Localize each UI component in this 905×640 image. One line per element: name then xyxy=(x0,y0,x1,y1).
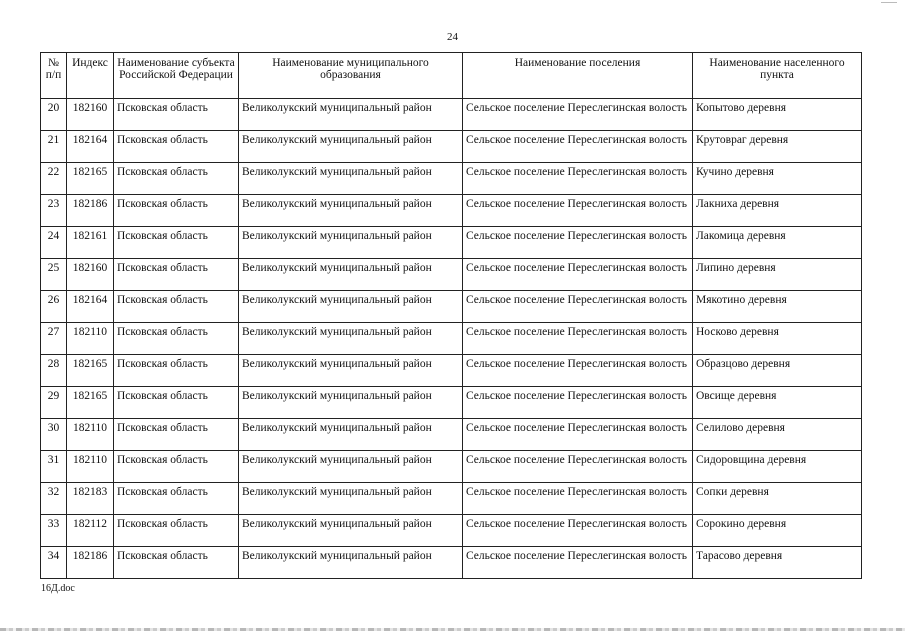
table-row xyxy=(41,355,862,387)
row-number: 28 xyxy=(41,355,67,387)
row-locality: Тарасово деревня xyxy=(693,547,862,579)
row-settlement: Сельское поселение Переслегинская волость xyxy=(463,483,693,515)
row-municipality: Великолукский муниципальный район xyxy=(239,387,463,419)
row-settlement: Сельское поселение Переслегинская волость xyxy=(463,99,693,131)
row-settlement: Сельское поселение Переслегинская волость xyxy=(463,131,693,163)
row-municipality: Великолукский муниципальный район xyxy=(239,291,463,323)
row-subject: Псковская область xyxy=(114,259,239,291)
row-municipality: Великолукский муниципальный район xyxy=(239,227,463,259)
row-index: 182161 xyxy=(67,227,114,259)
row-subject: Псковская область xyxy=(114,195,239,227)
row-index: 182183 xyxy=(67,483,114,515)
header-number: № п/п xyxy=(41,53,67,99)
table-row xyxy=(41,419,862,451)
row-municipality: Великолукский муниципальный район xyxy=(239,259,463,291)
row-locality: Носково деревня xyxy=(693,323,862,355)
row-subject: Псковская область xyxy=(114,419,239,451)
row-index: 182165 xyxy=(67,355,114,387)
table-row xyxy=(41,195,862,227)
row-subject: Псковская область xyxy=(114,227,239,259)
row-subject: Псковская область xyxy=(114,291,239,323)
table-row xyxy=(41,259,862,291)
table-header-row xyxy=(41,53,862,99)
row-settlement: Сельское поселение Переслегинская волость xyxy=(463,323,693,355)
header-subject: Наименование субъекта Российской Федерации xyxy=(114,53,239,99)
row-number: 22 xyxy=(41,163,67,195)
row-number: 23 xyxy=(41,195,67,227)
row-municipality: Великолукский муниципальный район xyxy=(239,355,463,387)
row-subject: Псковская область xyxy=(114,483,239,515)
table-row xyxy=(41,387,862,419)
row-subject: Псковская область xyxy=(114,99,239,131)
row-municipality: Великолукский муниципальный район xyxy=(239,451,463,483)
table-row xyxy=(41,163,862,195)
row-subject: Псковская область xyxy=(114,547,239,579)
table-row xyxy=(41,291,862,323)
row-locality: Кучино деревня xyxy=(693,163,862,195)
row-index: 182112 xyxy=(67,515,114,547)
table-row xyxy=(41,227,862,259)
row-municipality: Великолукский муниципальный район xyxy=(239,99,463,131)
row-municipality: Великолукский муниципальный район xyxy=(239,131,463,163)
header-index: Индекс xyxy=(67,53,114,99)
row-index: 182160 xyxy=(67,259,114,291)
row-locality: Копытово деревня xyxy=(693,99,862,131)
row-index: 182160 xyxy=(67,99,114,131)
row-settlement: Сельское поселение Переслегинская волость xyxy=(463,259,693,291)
row-locality: Крутоврaг деревня xyxy=(693,131,862,163)
row-settlement: Сельское поселение Переслегинская волость xyxy=(463,515,693,547)
row-settlement: Сельское поселение Переслегинская волость xyxy=(463,419,693,451)
header-municipality: Наименование муниципального образования xyxy=(239,53,463,99)
row-number: 26 xyxy=(41,291,67,323)
row-number: 24 xyxy=(41,227,67,259)
scan-edge-artifact xyxy=(0,628,905,631)
row-municipality: Великолукский муниципальный район xyxy=(239,163,463,195)
row-municipality: Великолукский муниципальный район xyxy=(239,515,463,547)
row-number: 29 xyxy=(41,387,67,419)
row-locality: Сидоровщина деревня xyxy=(693,451,862,483)
row-locality: Лакомица деревня xyxy=(693,227,862,259)
table-row xyxy=(41,131,862,163)
row-index: 182110 xyxy=(67,419,114,451)
row-settlement: Сельское поселение Переслегинская волость xyxy=(463,451,693,483)
row-locality: Сорокино деревня xyxy=(693,515,862,547)
row-subject: Псковская область xyxy=(114,323,239,355)
table-row xyxy=(41,483,862,515)
header-locality: Наименование населенного пункта xyxy=(693,53,862,99)
row-index: 182165 xyxy=(67,387,114,419)
row-locality: Мякотино деревня xyxy=(693,291,862,323)
row-locality: Овсище деревня xyxy=(693,387,862,419)
row-locality: Сопки деревня xyxy=(693,483,862,515)
row-municipality: Великолукский муниципальный район xyxy=(239,419,463,451)
row-number: 25 xyxy=(41,259,67,291)
row-settlement: Сельское поселение Переслегинская волость xyxy=(463,291,693,323)
row-number: 33 xyxy=(41,515,67,547)
row-locality: Селилово деревня xyxy=(693,419,862,451)
row-locality: Образцово деревня xyxy=(693,355,862,387)
row-number: 20 xyxy=(41,99,67,131)
row-number: 30 xyxy=(41,419,67,451)
row-subject: Псковская область xyxy=(114,163,239,195)
row-municipality: Великолукский муниципальный район xyxy=(239,483,463,515)
row-number: 31 xyxy=(41,451,67,483)
row-index: 182165 xyxy=(67,163,114,195)
row-index: 182110 xyxy=(67,451,114,483)
row-subject: Псковская область xyxy=(114,131,239,163)
row-locality: Липино деревня xyxy=(693,259,862,291)
row-settlement: Сельское поселение Переслегинская волость xyxy=(463,355,693,387)
row-municipality: Великолукский муниципальный район xyxy=(239,323,463,355)
row-subject: Псковская область xyxy=(114,515,239,547)
row-index: 182164 xyxy=(67,131,114,163)
row-subject: Псковская область xyxy=(114,451,239,483)
row-settlement: Сельское поселение Переслегинская волость xyxy=(463,227,693,259)
row-locality: Лакниха деревня xyxy=(693,195,862,227)
table-row xyxy=(41,515,862,547)
row-settlement: Сельское поселение Переслегинская волость xyxy=(463,387,693,419)
row-index: 182164 xyxy=(67,291,114,323)
row-subject: Псковская область xyxy=(114,355,239,387)
header-settlement: Наименование поселения xyxy=(463,53,693,99)
row-municipality: Великолукский муниципальный район xyxy=(239,547,463,579)
row-municipality: Великолукский муниципальный район xyxy=(239,195,463,227)
page-number: 24 xyxy=(447,31,458,43)
table-row xyxy=(41,451,862,483)
row-number: 21 xyxy=(41,131,67,163)
row-index: 182110 xyxy=(67,323,114,355)
row-number: 27 xyxy=(41,323,67,355)
row-index: 182186 xyxy=(67,195,114,227)
row-number: 34 xyxy=(41,547,67,579)
row-settlement: Сельское поселение Переслегинская волость xyxy=(463,547,693,579)
table-row xyxy=(41,323,862,355)
row-index: 182186 xyxy=(67,547,114,579)
table-body xyxy=(41,99,862,579)
row-settlement: Сельское поселение Переслегинская волость xyxy=(463,195,693,227)
row-number: 32 xyxy=(41,483,67,515)
row-subject: Псковская область xyxy=(114,387,239,419)
table-row xyxy=(41,99,862,131)
scan-corner-mark xyxy=(881,2,897,3)
footer-filename: 16Д.doc xyxy=(41,583,75,594)
table-row xyxy=(41,547,862,579)
settlements-table xyxy=(40,52,862,579)
row-settlement: Сельское поселение Переслегинская волость xyxy=(463,163,693,195)
